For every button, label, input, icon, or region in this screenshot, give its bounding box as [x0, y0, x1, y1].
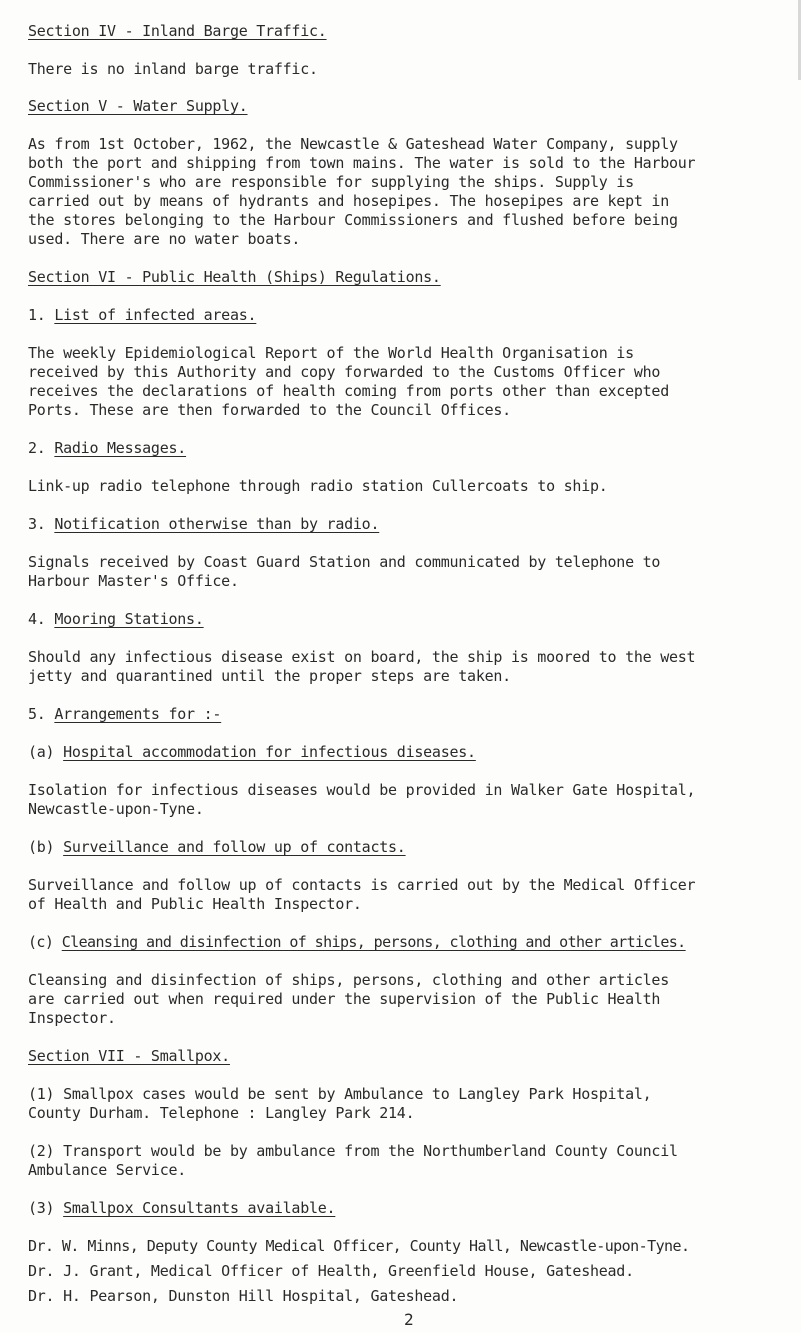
section-5-line: both the port and shipping from town mains. The water is sold to the Harbour [28, 154, 696, 172]
item-title: List of infected areas. [54, 306, 257, 324]
item-1-line: receives the declarations of health coming from ports other than excepted [28, 382, 669, 400]
section-5-heading: Section V - Water Supply. [28, 97, 248, 115]
section-5-line: the stores belonging to the Harbour Commissioners and flushed before being [28, 211, 678, 229]
section-5-line: Commissioner's who are responsible for supplying the ships. Supply is [28, 173, 634, 191]
consultant-entry: Dr. H. Pearson, Dunston Hill Hospital, Gateshead. [28, 1287, 459, 1305]
smallpox-para-1: County Durham. Telephone : Langley Park 214. [28, 1104, 415, 1122]
item-4-line: Should any infectious disease exist on board, the ship is moored to the west [28, 648, 696, 666]
item-1-line: Ports. These are then forwarded to the Council Offices. [28, 401, 511, 419]
sub-a-line: Newcastle-upon-Tyne. [28, 800, 204, 818]
item-3-line: Harbour Master's Office. [28, 572, 239, 590]
sub-a-heading [28, 743, 476, 761]
section-5-line: carried out by means of hydrants and hosepipes. The hosepipes are kept in [28, 192, 669, 210]
section-4-heading: Section IV - Inland Barge Traffic. [28, 22, 327, 40]
sub-c-line: Cleansing and disinfection of ships, persons, clothing and other articles [28, 971, 669, 989]
item-2-heading [28, 439, 186, 457]
sub-label: (b) [28, 838, 55, 856]
smallpox-para-2: (2) Transport would be by ambulance from the Northumberland County Council [28, 1142, 678, 1160]
sub-label: (a) [28, 743, 55, 761]
item-title: Mooring Stations. [54, 610, 204, 628]
sub-c-line: Inspector. [28, 1009, 116, 1027]
item-number: 3. [28, 515, 46, 533]
sub-title: Surveillance and follow up of contacts. [63, 838, 406, 856]
section-7-heading: Section VII - Smallpox. [28, 1047, 230, 1065]
item-title: Radio Messages. [54, 439, 187, 457]
sub-label: (3) [28, 1199, 55, 1217]
item-1-heading [28, 306, 256, 324]
smallpox-para-2: Ambulance Service. [28, 1161, 187, 1179]
section-5-line: used. There are no water boats. [28, 230, 301, 248]
section-6-heading: Section VI - Public Health (Ships) Regulations. [28, 268, 441, 286]
item-number: 4. [28, 610, 46, 628]
sub-c-heading [28, 933, 686, 951]
item-number: 5. [28, 705, 46, 723]
item-5-heading [28, 705, 221, 723]
sub-title: Cleansing and disinfection of ships, persons, clothing and other articles. [61, 933, 686, 951]
section-4-body: There is no inland barge traffic. [28, 60, 318, 78]
item-3-line: Signals received by Coast Guard Station and communicated by telephone to [28, 553, 661, 571]
item-title: Notification otherwise than by radio. [54, 515, 380, 533]
sub-label: (c) [28, 933, 54, 951]
sub-c-line: are carried out when required under the supervision of the Public Health [28, 990, 661, 1008]
section-5-line: As from 1st October, 1962, the Newcastle & Gateshead Water Company, supply [28, 135, 678, 153]
smallpox-para-1: (1) Smallpox cases would be sent by Ambulance to Langley Park Hospital, [28, 1085, 652, 1103]
item-title: Arrangements for :- [54, 705, 222, 723]
item-3-heading [28, 515, 379, 533]
sub-b-line: of Health and Public Health Inspector. [28, 895, 362, 913]
sub-title: Hospital accommodation for infectious diseases. [63, 743, 476, 761]
sub-title: Smallpox Consultants available. [63, 1199, 336, 1217]
consultant-entry: Dr. J. Grant, Medical Officer of Health, Greenfield House, Gateshead. [28, 1262, 634, 1280]
consultant-entry: Dr. W. Minns, Deputy County Medical Officer, County Hall, Newcastle-upon-Tyne. [28, 1237, 690, 1255]
item-1-line: The weekly Epidemiological Report of the World Health Organisation is [28, 344, 634, 362]
item-1-line: received by this Authority and copy forwarded to the Customs Officer who [28, 363, 661, 381]
item-4-line: jetty and quarantined until the proper steps are taken. [28, 667, 511, 685]
sub-b-heading [28, 838, 406, 856]
item-number: 1. [28, 306, 46, 324]
page-number: 2 [404, 1310, 414, 1329]
item-4-heading [28, 610, 204, 628]
item-2-line: Link-up radio telephone through radio station Cullercoats to ship. [28, 477, 608, 495]
sub-a-line: Isolation for infectious diseases would be provided in Walker Gate Hospital, [28, 781, 696, 799]
smallpox-para-3-heading [28, 1199, 335, 1217]
sub-b-line: Surveillance and follow up of contacts is carried out by the Medical Officer [28, 876, 696, 894]
item-number: 2. [28, 439, 46, 457]
